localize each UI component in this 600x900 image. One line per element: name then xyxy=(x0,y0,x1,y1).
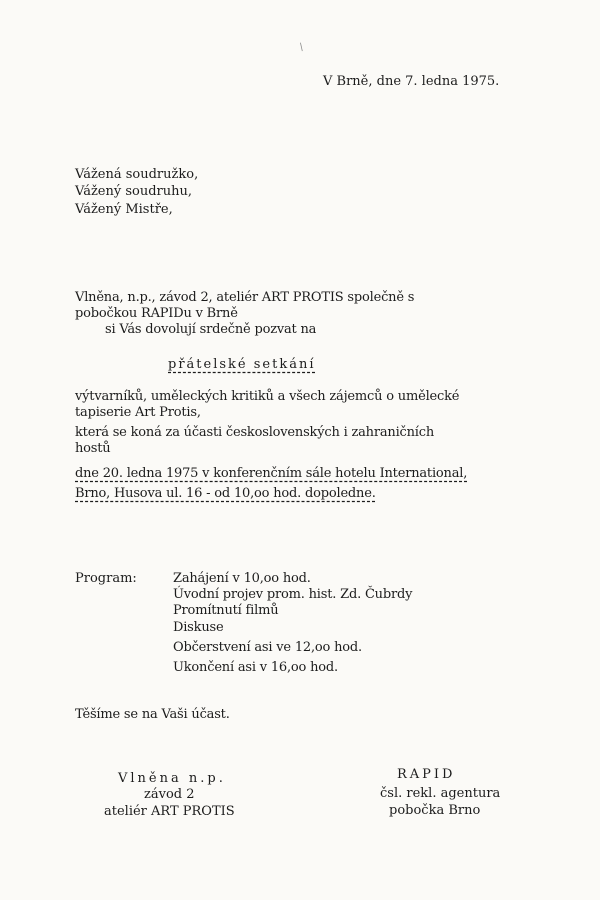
program-item: Občerstvení asi ve 12,oo hod. xyxy=(173,640,362,655)
closing-line: Těšíme se na Vaši účast. xyxy=(75,707,230,722)
signature-right-name: RAPID xyxy=(397,767,456,782)
audience-line-4: hostů xyxy=(75,441,111,456)
signature-right-agency: čsl. rekl. agentura xyxy=(380,786,501,801)
intro-line-2: pobočkou RAPIDu v Brně xyxy=(75,306,238,321)
signature-left-plant: závod 2 xyxy=(144,787,195,802)
salutation-3: Vážený Mistře, xyxy=(75,202,173,217)
salutation-2: Vážený soudruhu, xyxy=(75,184,192,199)
when-where-line-1: dne 20. ledna 1975 v konferenčním sále hotelu International, xyxy=(75,466,468,481)
audience-line-2: tapiserie Art Protis, xyxy=(75,405,201,420)
program-item: Zahájení v 10,oo hod. xyxy=(173,571,311,586)
when-where-line-2: Brno, Husova ul. 16 - od 10,oo hod. dopoledne. xyxy=(75,486,376,501)
program-label: Program: xyxy=(75,571,137,586)
salutation-1: Vážená soudružko, xyxy=(75,167,199,182)
audience-line-1: výtvarníků, uměleckých kritiků a všech zájemců o umělecké xyxy=(75,389,460,404)
signature-right-branch: pobočka Brno xyxy=(389,803,481,818)
program-item: Promítnutí filmů xyxy=(173,603,279,618)
audience-line-3: která se koná za účasti československých i zahraničních xyxy=(75,425,434,440)
program-item: Diskuse xyxy=(173,620,224,635)
pen-mark: / xyxy=(297,41,306,54)
intro-line-3: si Vás dovolují srdečně pozvat na xyxy=(105,322,317,337)
program-item: Ukončení asi v 16,oo hod. xyxy=(173,660,338,675)
date-line: V Brně, dne 7. ledna 1975. xyxy=(323,74,500,89)
event-title: přátelské setkání xyxy=(168,357,316,372)
program-item: Úvodní projev prom. hist. Zd. Čubrdy xyxy=(173,587,413,602)
signature-left-name: Vlněna n.p. xyxy=(118,771,226,786)
intro-line-1: Vlněna, n.p., závod 2, ateliér ART PROTIS společně s xyxy=(75,290,415,305)
signature-left-studio: ateliér ART PROTIS xyxy=(104,804,235,819)
